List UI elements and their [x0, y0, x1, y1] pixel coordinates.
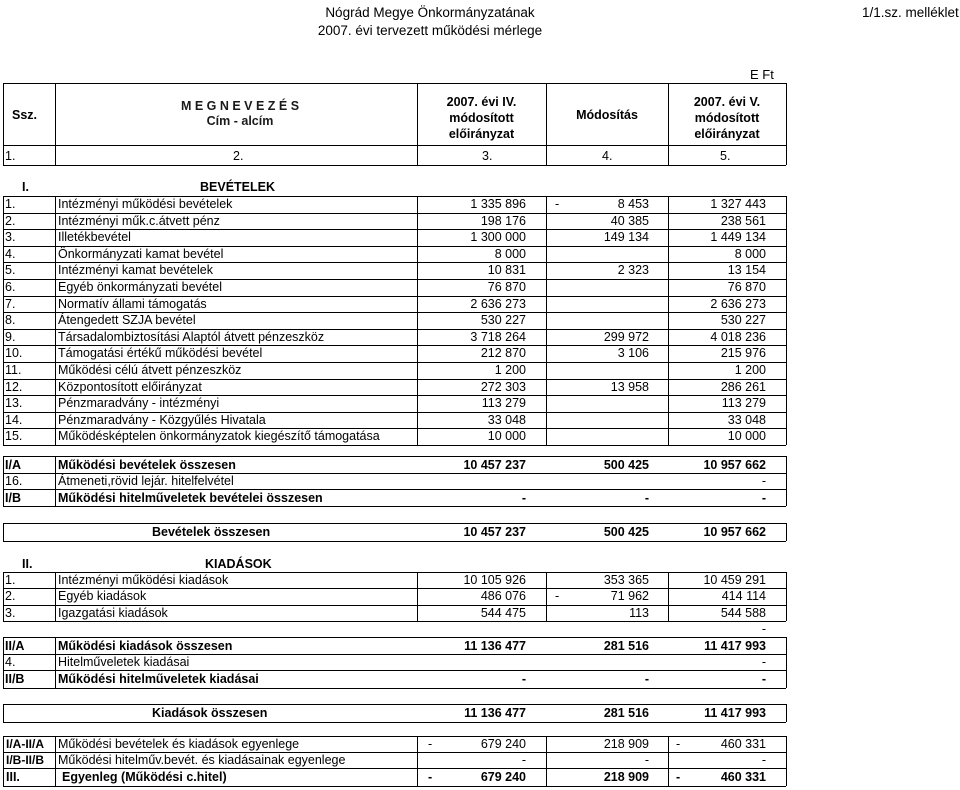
row-iia-m: 281 516 — [603, 639, 649, 653]
income-total-v2: 10 957 662 — [703, 525, 766, 539]
row-label: Pénzmaradvány - intézményi — [58, 396, 220, 411]
section-income-title: BEVÉTELEK — [200, 180, 276, 194]
income-total-v1: 10 457 237 — [463, 525, 526, 539]
row-ia-v2: 10 957 662 — [703, 458, 766, 472]
row-number: 6. — [5, 280, 16, 294]
row-modification-value: 40 385 — [610, 213, 649, 228]
income-total-m: 500 425 — [603, 525, 649, 539]
row-ib-v1: - — [521, 491, 526, 505]
row-ib-v2: - — [761, 491, 766, 505]
row-label: Intézményi műk.c.átvett pénz — [58, 213, 220, 228]
row-number: 13. — [5, 396, 23, 411]
row-number: 12. — [5, 379, 23, 394]
balance-r2-code: I/B-II/B — [6, 753, 44, 767]
col-header-ssz: Ssz. — [12, 108, 38, 122]
row-plan-iv-value: 3 718 264 — [470, 329, 526, 344]
row-ia-v1: 10 457 237 — [463, 458, 526, 472]
row-plan-v-value: 113 279 — [721, 396, 766, 411]
title-line-2: 2007. évi tervezett működési mérlege — [317, 23, 543, 38]
row-plan-v-value: 414 114 — [721, 589, 766, 604]
balance-r1-v2: 460 331 — [720, 737, 766, 751]
row-plan-v-value: 238 561 — [720, 213, 766, 228]
row-modification-sign: - — [555, 589, 560, 604]
row-modification-value: 149 134 — [603, 230, 649, 245]
row-iib-v2: - — [761, 672, 766, 686]
row-number: 8. — [5, 313, 16, 328]
balance-r2-label: Működési hitelműv.bevét. és kiadásainak egyenlege — [58, 753, 346, 767]
row-plan-v-value: 530 227 — [720, 313, 766, 328]
row-label: Átengedett SZJA bevétel — [58, 313, 196, 328]
row-label: Intézményi működési bevételek — [58, 197, 233, 211]
row-ib-code: I/B — [5, 491, 21, 505]
row-plan-iv-value: 1 335 896 — [470, 197, 526, 211]
section-expense-title: KIADÁSOK — [205, 557, 272, 571]
row-iib-v1: - — [521, 672, 526, 686]
row-plan-iv-value: 530 227 — [480, 313, 526, 328]
expense-dash-line: - — [761, 622, 766, 636]
col-num-5: 5. — [720, 149, 731, 163]
row-plan-iv-value: 544 475 — [480, 605, 526, 620]
row-plan-v-value: 10 459 291 — [703, 573, 766, 587]
row-16-v2: - — [761, 474, 766, 488]
row-plan-v-value: 2 636 273 — [710, 296, 766, 311]
title-line-1: Nógrád Megye Önkormányzatának — [325, 5, 535, 20]
row-plan-v-value: 76 870 — [727, 280, 766, 294]
row-modification-value: 299 972 — [603, 329, 649, 344]
col-header-plan-v: 2007. évi V. módosított előirányzat — [693, 95, 761, 141]
row-label: Normatív állami támogatás — [58, 296, 207, 311]
col-header-modification: Módosítás — [576, 108, 638, 122]
row-plan-iv-value: 76 870 — [487, 280, 526, 294]
section-expense-code: II. — [22, 557, 33, 571]
row-e4-code: 4. — [5, 655, 16, 669]
row-plan-iv-value: 10 831 — [487, 263, 526, 278]
row-number: 10. — [5, 346, 23, 361]
row-plan-v-value: 10 000 — [727, 429, 766, 444]
col-num-3: 3. — [482, 149, 493, 163]
row-label: Önkormányzati kamat bevétel — [58, 246, 224, 261]
row-ia-label: Működési bevételek összesen — [58, 458, 236, 472]
row-label: Intézményi kamat bevételek — [58, 263, 213, 278]
col-header-plan-iv: 2007. évi IV. módosított előirányzat — [446, 95, 517, 141]
row-plan-iv-value: 212 870 — [480, 346, 526, 361]
row-number: 14. — [5, 412, 23, 427]
balance-r1-code: I/A-II/A — [6, 737, 44, 751]
row-label: Egyéb önkormányzati bevétel — [58, 280, 222, 294]
row-plan-iv-value: 198 176 — [480, 213, 526, 228]
row-modification-value: 113 — [629, 605, 649, 620]
row-label: Működésképtelen önkormányzatok kiegészítő támogatása — [58, 429, 380, 444]
row-number: 3. — [5, 230, 16, 245]
col-num-2: 2. — [233, 149, 244, 163]
row-plan-v-value: 1 327 443 — [710, 197, 766, 211]
row-iib-label: Működési hitelműveletek kiadásai — [58, 672, 259, 686]
row-plan-v-value: 1 449 134 — [710, 230, 766, 245]
row-iia-label: Működési kiadások összesen — [58, 639, 233, 653]
row-ia-code: I/A — [5, 458, 21, 472]
row-plan-v-value: 544 588 — [720, 605, 766, 620]
balance-r3-sign1: - — [428, 770, 433, 784]
row-label: Egyéb kiadások — [58, 589, 147, 604]
report-title — [270, 4, 590, 40]
row-plan-iv-value: 10 000 — [487, 429, 526, 444]
row-modification-value: 71 962 — [610, 589, 649, 604]
balance-r1-m: 218 909 — [603, 737, 649, 751]
balance-r1-label: Működési bevételek és kiadások egyenlege — [58, 737, 300, 751]
row-label: Intézményi működési kiadások — [58, 573, 229, 587]
row-plan-iv-value: 272 303 — [480, 379, 526, 394]
row-16-label: Átmeneti,rövid lejár. hitelfelvétel — [58, 474, 234, 488]
col-num-1: 1. — [5, 149, 16, 163]
balance-r1-sign1: - — [428, 737, 433, 751]
row-number: 9. — [5, 329, 16, 344]
row-modification-value: 13 958 — [610, 379, 649, 394]
row-number: 2. — [5, 589, 16, 604]
row-plan-v-value: 286 261 — [720, 379, 766, 394]
balance-r3-sign2: - — [676, 770, 681, 784]
row-number: 7. — [5, 296, 16, 311]
row-plan-iv-value: 1 300 000 — [470, 230, 526, 245]
row-label: Központosított előirányzat — [58, 379, 202, 394]
row-number: 1. — [5, 573, 16, 587]
balance-r2-m: - — [644, 753, 649, 767]
row-iia-v1: 11 136 477 — [464, 639, 526, 653]
row-modification-value: 353 365 — [603, 573, 649, 587]
balance-r2-v2: - — [761, 753, 766, 767]
row-plan-iv-value: 2 636 273 — [470, 296, 526, 311]
row-plan-v-value: 8 000 — [734, 246, 766, 261]
row-label: Társadalombiztosítási Alaptól átvett pénzeszköz — [58, 329, 325, 344]
row-e4-v2: - — [761, 655, 766, 669]
row-plan-iv-value: 10 105 926 — [463, 573, 526, 587]
row-iia-code: II/A — [5, 639, 25, 653]
balance-r3-v2: 460 331 — [720, 770, 766, 784]
row-label: Illetékbevétel — [58, 230, 131, 245]
row-number: 2. — [5, 213, 16, 228]
row-plan-iv-value: 8 000 — [494, 246, 526, 261]
row-e4-label: Hitelműveletek kiadásai — [58, 655, 190, 669]
row-plan-v-value: 33 048 — [727, 412, 766, 427]
expense-total-v1: 11 136 477 — [464, 706, 526, 720]
row-number: 5. — [5, 263, 16, 278]
row-label: Pénzmaradvány - Közgyűlés Hivatala — [58, 412, 266, 427]
row-modification-value: 2 323 — [617, 263, 649, 278]
row-number: 15. — [5, 429, 23, 444]
expense-total-label: Kiadások összesen — [152, 706, 268, 720]
row-plan-iv-value: 113 279 — [481, 396, 526, 411]
row-modification-sign: - — [555, 197, 560, 211]
row-modification-value: 3 106 — [617, 346, 649, 361]
unit-label: E Ft — [750, 67, 774, 82]
column-numbers-rule — [3, 165, 786, 166]
row-iib-m: - — [644, 672, 649, 686]
row-plan-iv-value: 33 048 — [487, 412, 526, 427]
balance-r1-v1: 679 240 — [480, 737, 526, 751]
row-plan-iv-value: 486 076 — [480, 589, 526, 604]
row-label: Igazgatási kiadások — [58, 605, 168, 620]
row-number: 4. — [5, 246, 16, 261]
row-number: 11. — [5, 363, 22, 377]
row-ib-m: - — [644, 491, 649, 505]
section-income-code: I. — [22, 180, 29, 194]
balance-r2-v1: - — [521, 753, 526, 767]
row-plan-v-value: 4 018 236 — [710, 329, 766, 344]
col-num-4: 4. — [602, 149, 613, 163]
row-plan-v-value: 1 200 — [734, 363, 766, 377]
income-total-label: Bevételek összesen — [152, 525, 271, 539]
row-modification-value: 8 453 — [617, 197, 649, 211]
row-ia-m: 500 425 — [603, 458, 649, 472]
row-iia-v2: 11 417 993 — [704, 639, 766, 653]
expense-total-v2: 11 417 993 — [704, 706, 766, 720]
row-iib-code: II/B — [5, 672, 25, 686]
balance-r1-sign2: - — [676, 737, 681, 751]
row-number: 3. — [5, 605, 16, 620]
row-plan-v-value: 13 154 — [727, 263, 766, 278]
row-plan-iv-value: 1 200 — [494, 363, 526, 377]
balance-r3-label: Egyenleg (Működési c.hitel) — [62, 770, 227, 784]
row-ib-label: Működési hitelműveletek bevételei összesen — [58, 491, 323, 505]
col-header-name: M E G N E V E Z É S Cím - alcím — [180, 99, 300, 128]
balance-r3-code: III. — [6, 770, 20, 784]
row-16-code: 16. — [5, 474, 23, 488]
annex-label: 1/1.sz. melléklet — [862, 5, 959, 20]
row-number: 1. — [5, 197, 16, 211]
row-label: Működési célú átvett pénzeszköz — [58, 363, 242, 377]
balance-r3-v1: 679 240 — [480, 770, 526, 784]
expense-total-m: 281 516 — [603, 706, 649, 720]
row-plan-v-value: 215 976 — [720, 346, 766, 361]
row-label: Támogatási értékű működési bevétel — [58, 346, 263, 361]
balance-r3-m: 218 909 — [603, 770, 649, 784]
